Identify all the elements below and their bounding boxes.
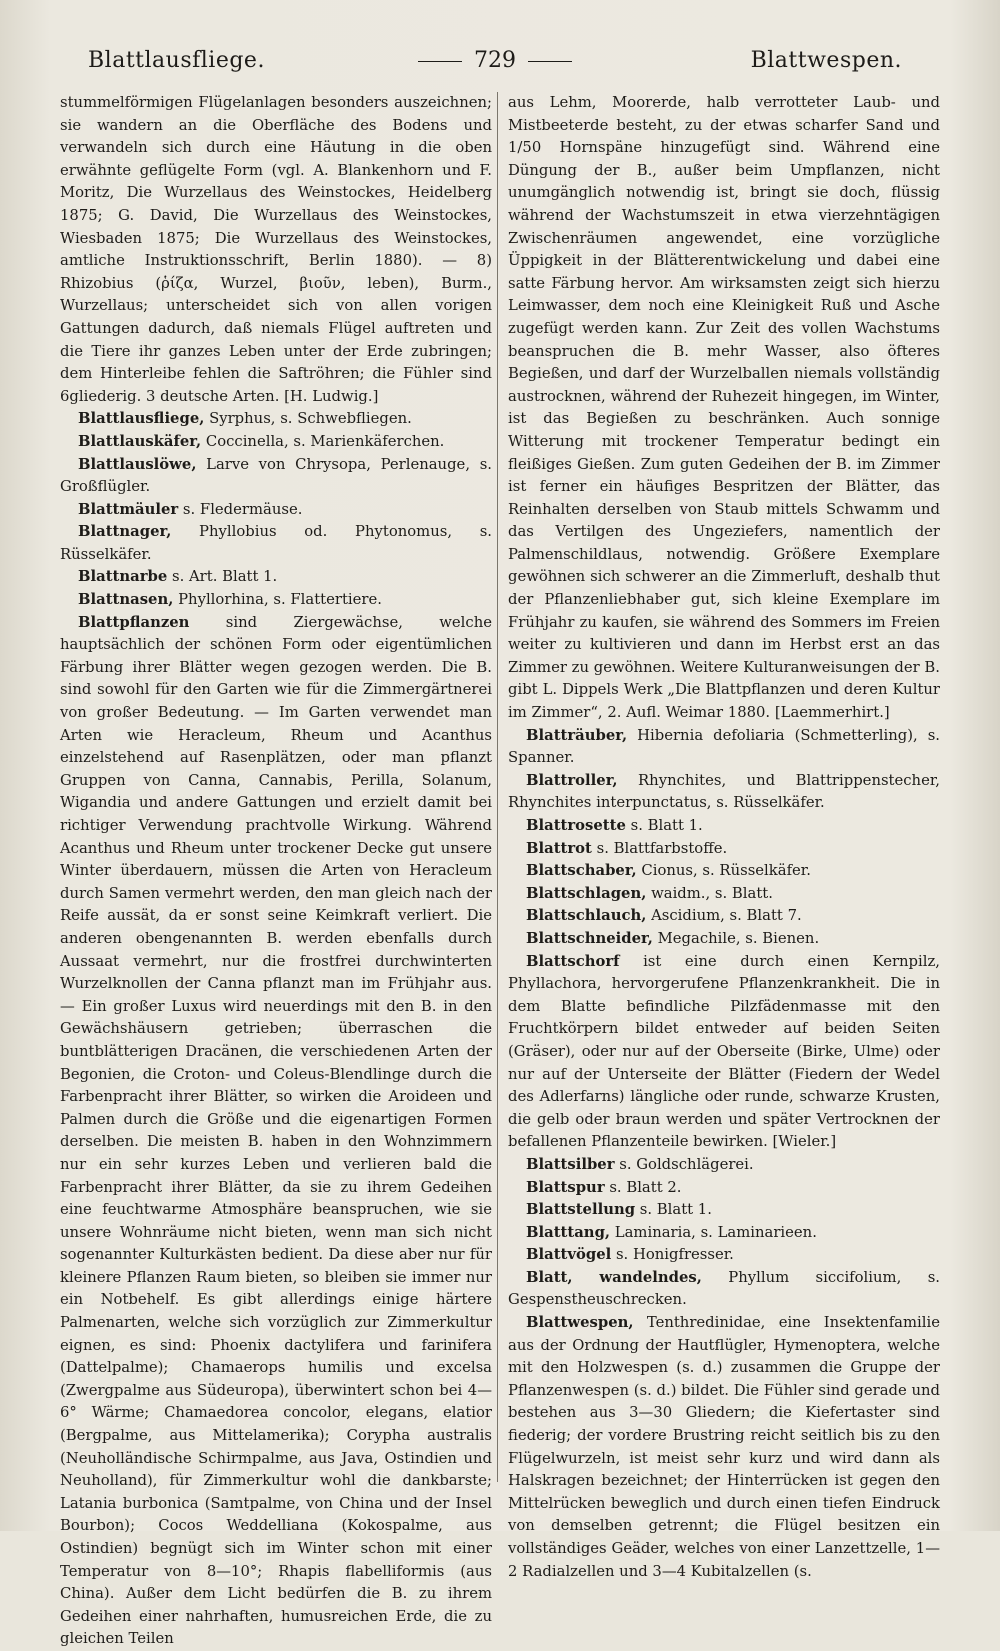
entry-text: stummelförmigen Flügelanlagen besonders auszeichnen; sie wandern an die Oberfläche des Bodens und verwandeln sich durch eine Häutung in die oben erwähnte geflügelte Form (vgl. A. Blankenhorn und F. Moritz, Die Wurzellaus des Weinstockes, Heidelberg 1875; G. David, Die Wurzellaus des Weinstockes, Wiesbaden 1875; Die Wurzellaus des Weinstockes, amtliche Instruktionsschrift, Berlin 1880). — 8) Rhizobius (ῥίζα, Wurzel, βιοῦν, leben), Burm., Wurzellaus; unterscheidet sich von allen vorigen Gattungen dadurch, daß niemals Flügel auftreten und die Tiere ihr ganzes Leben unter der Erde zubringen; dem Hinterleibe fehlen die Saftröhren; die Fühler sind 6gliederig. 3 deutsche Arten. [H. Ludwig.] [60,94,492,405]
header-left-catchword: Blattlausfliege. [88,48,265,73]
entry-headword: Blattstellung [526,1201,636,1219]
entry-text: Tenthredinidae, eine Insektenfamilie aus der Ordnung der Hautflügler, Hymenoptera, welche mit den Holzwespen (s. d.) zusammen die Gruppe der Pflanzenwespen (s. d.) bildet. Die Fühler sind gerade und bestehen aus 3—30 Gliedern; die Kiefertaster sind fiederig; der vordere Brustring reicht seitlich bis zu den Flügelwurzeln, ist meist sehr kurz und wird dann als Halskragen bezeichnet; der Hinterrücken ist gegen den Mittelrücken beweglich und durch einen tiefen Eindruck von demselben getrennt; die Flügel besitzen ein vollständiges Geäder, welches von einer Lanzettzelle, 1—2 Radialzellen und 3—4 Kubitalzellen (s. [508,1314,940,1580]
entry-text: aus Lehm, Moorerde, halb verrotteter Laub- und Mistbeeterde besteht, zu der etwas scharfer Sand und 1/50 Hornspäne hinzugefügt sind. Während eine Düngung der B., außer beim Umpflanzen, nicht unumgänglich notwendig ist, bringt sie doch, flüssig während der Wachstumszeit in etwa vierzehntägigen Zwischenräumen angewendet, eine vorzügliche Üppigkeit in der Blätterentwickelung und dabei eine satte Färbung hervor. Am wirksamsten zeigt sich hierzu Leimwasser, dem noch eine Kleinigkeit Ruß und Asche zugefügt werden kann. Zur Zeit des vollen Wachstums beanspruchen die B. mehr Wasser, also öfteres Begießen, und darf der Wurzelballen niemals vollständig austrocknen, während der Ruhezeit hingegen, im Winter, ist das Begießen zu beschränken. Auch sonnige Witterung mit trockener Temperatur bedingt ein fleißiges Gießen. Zum guten Gedeihen der B. im Zimmer ist ferner ein häufiges Bespritzen der Blätter, das Reinhalten derselben von Staub mittels Schwamm und das Vertilgen des Ungeziefers, namentlich der Palmenschildlaus, notwendig. Größere Exemplare gewöhnen sich schwerer an die Zimmerluft, deshalb thut der Pflanzenliebhaber gut, sich kleine Exemplare im Frühjahr zu kaufen, sie während des Sommers im Freien weiter zu kultivieren und dann im Herbst erst an das Zimmer zu gewöhnen. Weitere Kulturanweisungen der B. gibt L. Dippels Werk „Die Blattpflanzen und deren Kultur im Zimmer“, 2. Aufl. Weimar 1880. [Laemmerhirt.] [508,94,940,722]
dictionary-entry [508,92,940,725]
entry-headword: Blattnasen, [78,591,174,609]
entry-text: Rhynchites, und Blattrippenstecher, Rhynchites interpunctatus, s. Rüsselkäfer. [508,771,940,812]
entry-text: s. Blatt 1. [635,1201,712,1219]
entry-text: s. Blattfarbstoffe. [591,839,728,857]
entry-headword: Blattmäuler [78,500,179,518]
entry-text: s. Art. Blatt 1. [167,568,278,586]
entry-text: Laminaria, s. Laminarieen. [610,1223,817,1241]
entry-headword: Blattroller, [526,771,618,789]
dictionary-entry [508,860,940,883]
right-column [508,92,940,1583]
entry-headword: Blattpflanzen [78,613,190,631]
left-column [60,92,492,1651]
column-divider [497,92,498,1482]
page-header [88,40,902,80]
dictionary-entry [508,815,940,838]
dictionary-entry [508,838,940,861]
entry-headword: Blattrot [526,839,592,857]
entry-headword: Blattschaber, [526,862,637,880]
entry-text: Larve von Chrysopa, Perlenauge, s. Großflügler. [60,455,492,496]
entry-text: s. Blatt 2. [604,1178,682,1196]
dictionary-entry [508,928,940,951]
dictionary-entry [60,92,492,408]
dictionary-entry [508,1267,940,1312]
entry-headword: Blatt, wandelndes, [526,1268,702,1286]
entry-text: s. Goldschlägerei. [614,1155,754,1173]
entry-headword: Blattsilber [526,1155,615,1173]
entry-text: s. Honigfresser. [611,1246,734,1264]
dictionary-entry [60,521,492,566]
entry-text: sind Ziergewächse, welche hauptsächlich der schönen Form oder eigentümlichen Färbung ihrer Blätter wegen gezogen werden. Die B. sind sowohl für den Garten wie für die Zimmergärtnerei von großer Bedeutung. — Im Garten verwendet man Arten wie Heracleum, Rheum und Acanthus einzelstehend auf Rasenplätzen, oder man pflanzt Gruppen von Canna, Cannabis, Perilla, Solanum, Wigandia und andere Gattungen und erzielt damit bei richtiger Verwendung prachtvolle Wirkung. Während Acanthus und Rheum unter trockener Decke gut unsere Winter überdauern, müssen die Arten von Heracleum durch Samen vermehrt werden, den man gleich nach der Reife aussät, da er sonst seine Keimkraft verliert. Die anderen obengenannten B. werden ebenfalls durch Aussaat vermehrt, nur die frostfrei durchwinterten Wurzelknollen der Canna pflanzt man im Frühjahr aus. — Ein großer Luxus wird neuerdings mit den B. in den Gewächshäusern getrieben; überraschen die buntblätterigen Dracänen, die verschiedenen Arten der Begonien, die Croton- und Coleus-Blendlinge durch die Farbenpracht ihrer Blätter, so wirken die Aroideen und Palmen durch die Größe und die eigenartigen Formen derselben. Die meisten B. haben in den Wohnzimmern nur ein sehr kurzes Leben und verlieren bald die Farbenpracht ihrer Blätter, da sie zu ihrem Gedeihen eine feuchtwarme Atmosphäre beanspruchen, wie sie unsere Wohnräume nicht bieten, wenn man sich nicht sogenannter Kulturkästen bedient. Da diese aber nur für kleinere Pflanzen Raum bieten, so bleiben sie immer nur ein Notbehelf. Es gibt allerdings einige härtere Palmenarten, welche sich vorzüglich zur Zimmerkultur eignen, es sind: Phoenix dactylifera und farinifera (Dattelpalme); Chamaerops humilis und excelsa (Zwergpalme aus Südeuropa), überwintert schon bei 4—6° Wärme; Chamaedorea concolor, elegans, elatior (Bergpalme, aus Mittelamerika); Corypha australis (Neuholländische Schirmpalme, aus Java, Ostindien und Neuholland), für Zimmerkultur wohl die dankbarste; Latania burbonica (Samtpalme, von China und der Insel Bourbon); Cocos Weddelliana (Kokospalme, aus Ostindien) begnügt sich im Winter schon mit einer Temperatur von 8—10°; Rhapis flabelliformis (aus China). Außer dem Licht bedürfen die B. zu ihrem Gedeihen einer nahrhaften, humusreichen Erde, die zu gleichen Teilen [60,613,492,1648]
entry-headword: Blattlausfliege, [78,410,205,428]
page-number: 729 [474,48,516,73]
entry-text: Cionus, s. Rüsselkäfer. [636,862,811,880]
entry-headword: Blatttang, [526,1223,611,1241]
entry-text: s. Fledermäuse. [178,500,303,518]
dictionary-entry [508,725,940,770]
entry-headword: Blattnager, [78,523,172,541]
dictionary-entry [508,1244,940,1267]
entry-text: Phyllum siccifolium, s. Gespenstheuschrecken. [508,1268,940,1309]
dictionary-entry [508,905,940,928]
entry-text: ist eine durch einen Kernpilz, Phyllachora, hervorgerufene Pflanzenkrankheit. Die in dem Blatte befindliche Pilzfädenmasse mit den Fruchtkörpern bildet entweder auf beiden Seiten (Gräser), oder nur auf der Oberseite (Birke, Ulme) oder nur auf der Unterseite der Blätter (Fiedern der Wedel des Adlerfarns) längliche oder runde, schwarze Krusten, die gelb oder braun werden und später Vertrocknen der befallenen Pflanzenteile bewirken. [Wieler.] [508,952,940,1151]
entry-headword: Blattlauslöwe, [78,455,197,473]
dictionary-entry [60,566,492,589]
entry-text: Syrphus, s. Schwebfliegen. [204,410,412,428]
entry-headword: Blattnarbe [78,568,168,586]
entry-headword: Blattschlauch, [526,907,647,925]
entry-text: Coccinella, s. Marienkäferchen. [201,432,445,450]
dictionary-entry [508,1312,940,1583]
dictionary-entry [60,454,492,499]
entry-text: s. Blatt 1. [625,817,703,834]
entry-headword: Blattvögel [526,1246,612,1264]
dictionary-entry [508,1222,940,1245]
header-rule-right [528,61,572,62]
dictionary-entry [508,951,940,1154]
entry-text: Phyllorhina, s. Flattertiere. [173,591,382,609]
entry-headword: Blattschneider, [526,929,653,947]
dictionary-entry [508,770,940,815]
dictionary-entry [60,589,492,612]
header-right-catchword: Blattwespen. [750,48,902,73]
dictionary-entry [508,1177,940,1200]
entry-text: Megachile, s. Bienen. [652,929,820,947]
entry-headword: Blattspur [526,1178,605,1196]
dictionary-entry [60,499,492,522]
dictionary-entry [60,431,492,454]
dictionary-entry [60,408,492,431]
header-rule-left [418,61,462,62]
entry-headword: Blattwespen, [526,1314,634,1332]
dictionary-entry [508,1154,940,1177]
entry-headword: Blattrosette [526,817,626,834]
entry-headword: Blattschlagen, [526,884,647,902]
entry-headword: Blattschorf [526,952,620,970]
entry-headword: Blatträuber, [526,726,628,744]
dictionary-entry [508,1199,940,1222]
entry-text: waidm., s. Blatt. [646,884,773,902]
entry-text: Ascidium, s. Blatt 7. [646,907,802,925]
entry-headword: Blattlauskäfer, [78,432,202,450]
dictionary-entry [508,883,940,906]
entry-text: Hibernia defoliaria (Schmetterling), s. Spanner. [508,726,940,767]
entry-text: Phyllobius od. Phytonomus, s. Rüsselkäfer. [60,523,492,563]
dictionary-entry [60,612,492,1651]
